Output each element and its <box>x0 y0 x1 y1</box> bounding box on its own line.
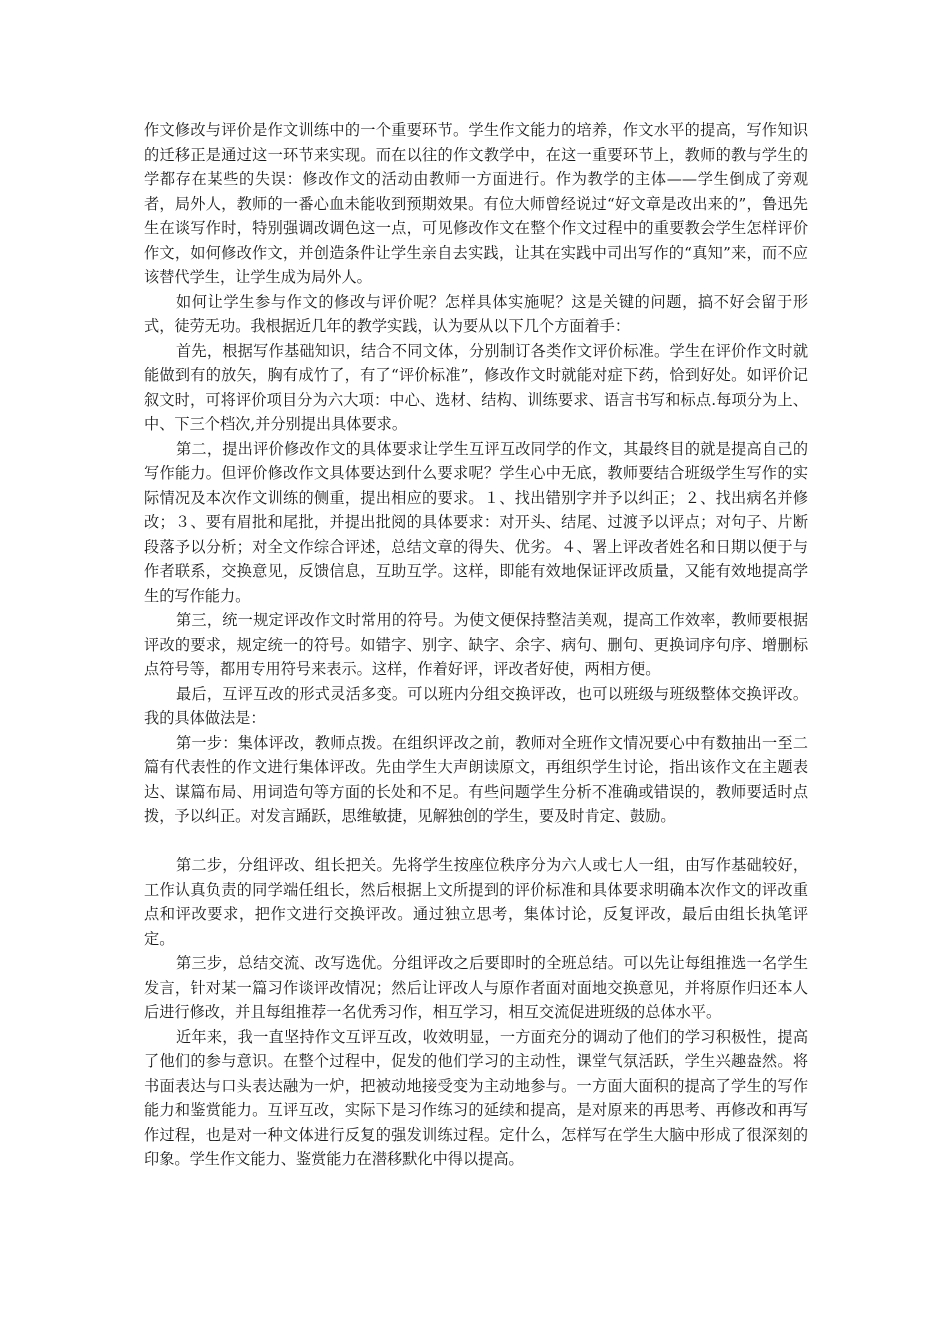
paragraph-step-three: 第三步，总结交流、改写选优。分组评改之后要即时的全班总结。可以先让每组推选一名学生发言，针对某一篇习作谈评改情况；然后让评改人与原作者面对面地交换意见，并将原作归还本人后进行修改，并且每组推荐一名优秀习作，相互学习，相互交流促进班级的总体水平。 <box>144 954 808 1021</box>
paragraph-conclusion: 近年来，我一直坚持作文互评互改，收效明显，一方面充分的调动了他们的学习积极性，提高了他们的参与意识。在整个过程中，促发的他们学习的主动性，课堂气氛活跃，学生兴趣盎然。将书面表达与口头表达融为一炉，把被动地接受变为主动地参与。一方面大面积的提高了学生的写作能力和鉴赏能力。互评互改，实际下是习作练习的延续和提高，是对原来的再思考、再修改和再写作过程，也是对一种文体进行反复的强发训练过程。定什么，怎样写在学生大脑中形成了很深刻的印象。学生作文能力、鉴赏能力在潜移默化中得以提高。 <box>144 1027 808 1168</box>
document-body <box>144 118 808 1172</box>
paragraph-step-two: 第二步，分组评改、组长把关。先将学生按座位秩序分为六人或七人一组，由写作基础较好，工作认真负责的同学端任组长，然后根据上文所提到的评价标准和具体要求明确本次作文的评改重点和评改要求，把作文进行交换评改。通过独立思考，集体讨论，反复评改，最后由组长执笔评定。 <box>144 856 808 948</box>
paragraph-first: 首先，根据写作基础知识，结合不同文体，分别制订各类作文评价标准。学生在评价作文时就能做到有的放矢，胸有成竹了，有了“评价标准”，修改作文时就能对症下药，恰到好处。如评价记叙文时，可将评价项目分为六大项：中心、选材、结构、训练要求、语言书写和标点.每项分为上、中、下三个档次,并分别提出具体要求。 <box>144 341 808 433</box>
paragraph-step-one: 第一步：集体评改，教师点拨。在组织评改之前，教师对全班作文情况要心中有数抽出一至二篇有代表性的作文进行集体评改。先由学生大声朗读原文，再组织学生讨论，指出该作文在主题表达、谋篇布局、用词造句等方面的长处和不足。有些问题学生分析不准确或错误的，教师要适时点拨，予以纠正。对发言踊跃，思维敏捷，见解独创的学生，要及时肯定、鼓励。 <box>144 733 808 825</box>
paragraph-second: 第二，提出评价修改作文的具体要求让学生互评互改同学的作文，其最终目的就是提高自己的写作能力。但评价修改作文具体要达到什么要求呢？学生心中无底，教师要结合班级学生写作的实际情况及本次作文训练的侧重，提出相应的要求。１、找出错别字并予以纠正；２、找出病名并修改；３、要有眉批和尾批，并提出批阅的具体要求：对开头、结尾、过渡予以评点；对句子、片断段落予以分析；对全文作综合评述，总结文章的得失、优劣。４、署上评改者姓名和日期以便于与作者联系，交换意见，反馈信息，互助互学。这样，即能有效地保证评改质量，又能有效地提高学生的写作能力。 <box>144 439 808 605</box>
paragraph-spacer <box>144 829 808 854</box>
paragraph-question: 如何让学生参与作文的修改与评价呢？怎样具体实施呢？这是关键的问题，搞不好会留于形式，徒劳无功。我根据近几年的教学实践，认为要从以下几个方面着手： <box>144 292 808 335</box>
paragraph-intro: 作文修改与评价是作文训练中的一个重要环节。学生作文能力的培养，作文水平的提高，写作知识的迁移正是通过这一环节来实现。而在以往的作文教学中，在这一重要环节上，教师的教与学生的学都存在某些的失误：修改作文的活动由教师一方面进行。作为教学的主体——学生倒成了旁观者，局外人，教师的一番心血未能收到预期效果。有位大师曾经说过“好文章是改出来的”，鲁迅先生在谈写作时，特别强调改调色这一点，可见修改作文在整个作文过程中的重要教会学生怎样评价作文，如何修改作文，并创造条件让学生亲自去实践，让其在实践中司出写作的“真知”来，而不应该替代学生，让学生成为局外人。 <box>144 121 808 286</box>
paragraph-third: 第三，统一规定评改作文时常用的符号。为使文便保持整洁美观，提高工作效率，教师要根据评改的要求，规定统一的符号。如错字、别字、缺字、余字、病句、删句、更换词序句序、增删标点符号等，都用专用符号来表示。这样，作着好评，评改者好使，两相方便。 <box>144 611 808 678</box>
paragraph-last: 最后，互评互改的形式灵活多变。可以班内分组交换评改，也可以班级与班级整体交换评改。我的具体做法是： <box>144 684 808 727</box>
